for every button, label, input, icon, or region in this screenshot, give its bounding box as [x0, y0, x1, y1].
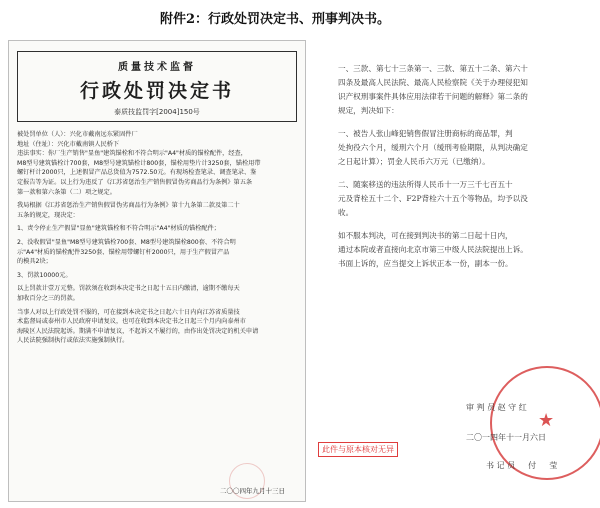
judgment-date: 二〇一四年十一月六日 [466, 433, 546, 442]
document-line: 1、责令停止生产假冒"显鱼"建筑锚栓和不符合明示"A4"材质的锚栓配件； [17, 225, 220, 233]
document-line: 3、罚款10000元。 [17, 271, 72, 279]
judgment-line: 处拘役六个月，缓刑六个月（缓刑考验期限，从判决确定 [338, 143, 528, 152]
judgment-line: 之日起计算）；罚金人民币六万元（已缴纳）。 [338, 157, 490, 166]
judge-signature: 审 判 员 赵 守 红 [466, 403, 527, 412]
document-line: 螺钉杆计2000只，上述假冒产品总货值为7572.50元。有现场检查笔录、调查笔录、鉴 [17, 169, 257, 177]
document-line: 当事人对以上行政处罚不服的，可在接到本决定书之日起六十日内向江苏省质量技 [17, 308, 240, 316]
judgment-line: 元及背栓五十二个、F2P背栓六十五个等物品，均予以没 [338, 194, 528, 203]
judgment-line [338, 169, 588, 178]
document-line: 海陵区人民法院起诉。期满不申请复议，不起诉又不履行的，由作出处罚决定的机关申请 [17, 327, 259, 335]
agency-name: 质量技术监督 [118, 62, 196, 73]
judgment-line: 四条及最高人民法院、最高人民检察院《关于办理侵犯知 [338, 78, 528, 87]
document-line: 违法事实：你厂生产销售"显鱼"建筑锚栓和不符合明示"A4"材质的锚栓配件，经查， [17, 150, 247, 158]
document-line: 术监督局或泰州市人民政府申请复议，也可在收到本决定书之日起三个月内向泰州市 [17, 318, 246, 326]
document-line: 被处罚单位（人）：兴化市戴南远东紧固件厂 [17, 131, 138, 138]
document-line: 我局根据《江苏省惩治生产销售假冒伪劣商品行为条例》第十九条第二款及第二十 [17, 202, 240, 210]
document-number: 泰质技监罚字[2004]150号 [114, 108, 200, 116]
judgment-line [338, 220, 588, 229]
document-header [17, 51, 297, 122]
decision-date: 二〇〇四年九月十三日 [220, 487, 285, 495]
document-line: 人民法院强制执行或依法实施强制执行。 [17, 337, 129, 345]
judgment-line: 收。 [338, 208, 354, 217]
criminal-judgment-page [318, 40, 594, 502]
judgment-body [338, 62, 588, 271]
document-line: 以上罚款计壹万元整。罚款须在收到本决定书之日起十五日内缴清，逾期不缴每天 [17, 285, 240, 293]
administrative-penalty-decision-scan [8, 40, 306, 502]
judgment-line: 一、被告人张山峰犯销售假冒注册商标的商品罪，判 [338, 129, 513, 138]
judgment-line [338, 118, 588, 127]
document-line: 第一款和第六条第（二）项之规定。 [17, 188, 116, 196]
copy-verified-stamp: 此件与原本核对无异 [318, 442, 398, 457]
judgment-line: 识产权刑事案件具体应用法律若干问题的解释》第二条的 [338, 92, 528, 101]
judgment-line: 二、随案移送的违法所得人民币十一万三千七百五十 [338, 180, 513, 189]
document-line: 加收百分之三的罚款。 [17, 294, 79, 302]
judgment-line: 通过本院或者直接向北京市第三中级人民法院提出上诉。 [338, 245, 528, 254]
document-body [17, 130, 297, 346]
judgment-line: 如不服本判决，可在接到判决书的第二日起十日内， [338, 231, 513, 240]
document-line: M8型号建筑锚栓计700套，M8型号建筑锚栓计800套，锚栓用垫片计3250套，锚栓用带 [17, 159, 261, 167]
judgment-line: 书面上诉的，应当提交上诉状正本一份，副本一份。 [338, 259, 513, 268]
judgment-line: 规定，判决如下： [338, 106, 399, 115]
document-line: 的模具2块； [17, 258, 52, 266]
judgment-line: 一、三款、第七十三条第一、三款、第五十二条、第六十 [338, 64, 528, 73]
document-line: 五条的规定，现决定： [17, 211, 79, 219]
star-icon: ★ [538, 410, 555, 431]
document-line: 2、没收假冒"显鱼"M8型号建筑锚栓700套、M8型号建筑锚栓800套、不符合明 [17, 238, 236, 246]
attachment-caption: 附件2：行政处罚决定书、刑事判决书。 [160, 12, 391, 27]
document-line: 示"A4"材质的锚栓配件3250套、锚栓用带螺钉杆2000只，用于生产假冒产品 [17, 248, 230, 256]
clerk-signature: 书 记 员 付 莹 [486, 461, 558, 470]
document-line: 定报告等为证。以上行为违反了《江苏省惩治生产销售假冒伪劣商品行为条例》第五条 [17, 178, 253, 186]
document-line: 地址（住址）：兴化市戴南镇人民桥下 [17, 140, 120, 148]
document-title: 行政处罚决定书 [79, 80, 234, 102]
